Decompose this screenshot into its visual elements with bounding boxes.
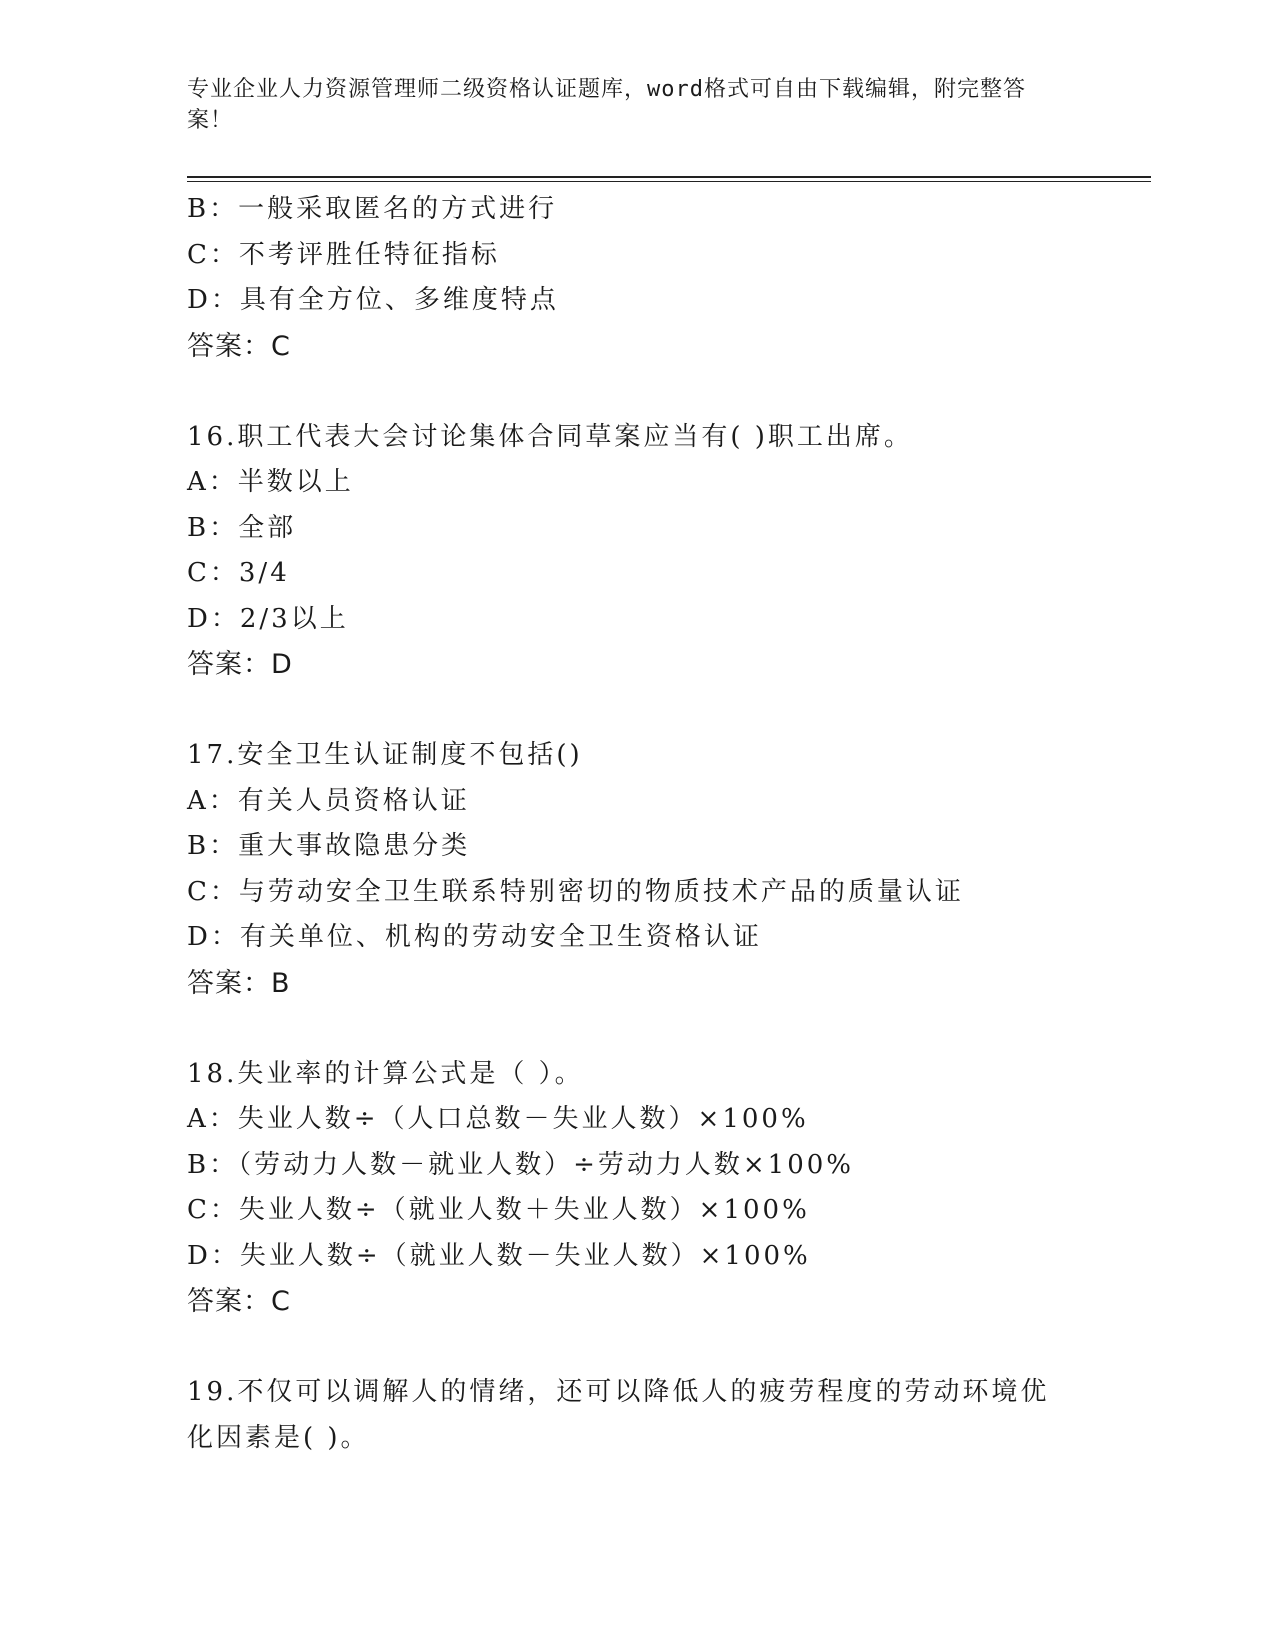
q15-option-d: D：具有全方位、多维度特点	[187, 285, 559, 315]
spacer	[187, 369, 1151, 415]
q17-option-b: B：重大事故隐患分类	[187, 831, 471, 861]
spacer	[187, 1325, 1151, 1371]
q17-option-d: D：有关单位、机构的劳动安全卫生资格认证	[187, 922, 762, 952]
q18-stem: 18.失业率的计算公式是（ ）。	[187, 1058, 584, 1089]
q15-option-b: B：一般采取匿名的方式进行	[187, 194, 558, 224]
q18-option-d: D：失业人数÷（就业人数－失业人数）×100%	[187, 1240, 811, 1271]
q18-option-b: B：（劳动力人数－就业人数）÷劳动力人数×100%	[187, 1149, 855, 1180]
document-header: 专业企业人力资源管理师二级资格认证题库，word格式可自由下载编辑，附完整答案！	[187, 77, 1026, 133]
q16-option-c: C：3/4	[187, 558, 290, 588]
q19-stem: 19.不仅可以调解人的情绪，还可以降低人的疲劳程度的劳动环境优化因素是( )。	[187, 1377, 1050, 1453]
q16-answer: 答案：D	[187, 649, 293, 680]
header-rule-thick	[187, 176, 1151, 178]
q18-answer: 答案：C	[187, 1286, 291, 1317]
q16-option-d: D：2/3以上	[187, 603, 349, 634]
q17-option-a: A：有关人员资格认证	[187, 785, 470, 816]
q18-option-a: A：失业人数÷（人口总数－失业人数）×100%	[187, 1104, 809, 1134]
spacer	[187, 1006, 1151, 1052]
q15-option-c: C：不考评胜任特征指标	[187, 239, 500, 270]
q16-stem: 16.职工代表大会讨论集体合同草案应当有( )职工出席。	[187, 421, 913, 452]
question-list	[187, 187, 1151, 1461]
q17-answer: 答案：B	[187, 967, 291, 999]
q16-option-a: A：半数以上	[187, 467, 354, 497]
q17-option-c: C：与劳动安全卫生联系特别密切的物质技术产品的质量认证	[187, 876, 964, 907]
q18-option-c: C：失业人数÷（就业人数＋失业人数）×100%	[187, 1195, 810, 1225]
q15-answer: 答案：C	[187, 330, 291, 362]
q17-stem: 17.安全卫生认证制度不包括()	[187, 740, 583, 770]
header-rule-thin	[187, 181, 1151, 182]
spacer	[187, 688, 1151, 734]
q16-option-b: B：全部	[187, 512, 297, 543]
